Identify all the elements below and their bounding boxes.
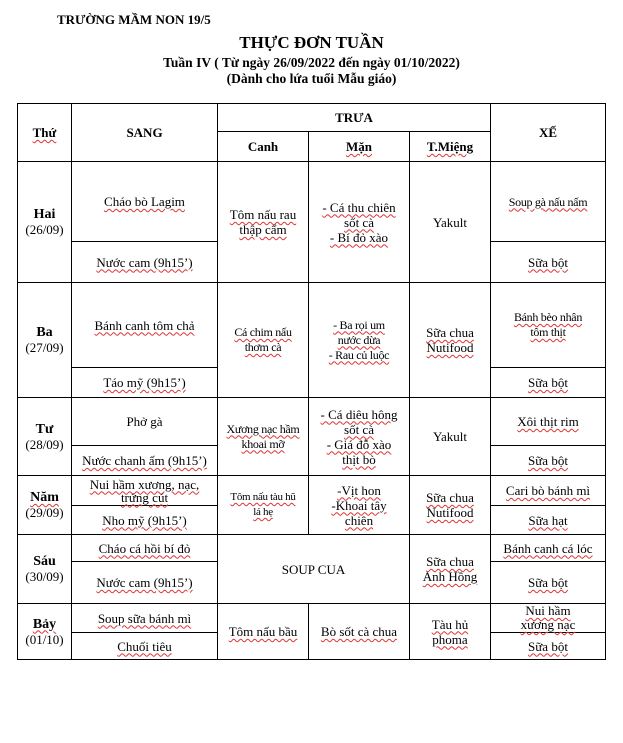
lunch-combined: SOUP CUA	[218, 535, 410, 604]
afternoon-main: Nui hầm xương nạc	[491, 604, 606, 633]
day-name: Tư	[35, 421, 54, 437]
lunch-salty: Bò sốt cà chua	[309, 604, 410, 660]
day-name: Ba	[36, 325, 53, 340]
day-name: Năm	[30, 490, 59, 505]
lunch-soup: Xương nạc hầm khoai mỡ	[218, 398, 309, 476]
lunch-dessert: Sữa chua Nutifood	[410, 283, 491, 398]
day-name: Sáu	[33, 554, 56, 569]
morning-snack: Chuối tiêu	[72, 633, 218, 660]
lunch-dessert: Yakult	[410, 398, 491, 476]
day-cell	[18, 162, 72, 283]
afternoon-drink: Sữa bột	[491, 633, 606, 660]
afternoon-main: Bánh bèo nhân tôm thịt	[491, 283, 606, 368]
header-soup: Canh	[218, 132, 309, 162]
day-cell	[18, 476, 72, 535]
afternoon-drink: Sữa bột	[491, 242, 606, 283]
lunch-dessert: Sữa chua Anh Hồng	[410, 535, 491, 604]
morning-snack: Nước chanh ấm (9h15’)	[72, 446, 218, 476]
morning-main: Bánh canh tôm chả	[72, 283, 218, 368]
header-lunch: TRƯA	[218, 104, 491, 132]
day-date: (27/09)	[25, 340, 64, 355]
lunch-soup: Tôm nấu tàu hũ lá hẹ	[218, 476, 309, 535]
day-date: (26/09)	[25, 222, 64, 237]
afternoon-drink: Sữa bột	[491, 368, 606, 398]
morning-snack: Nước cam (9h15’)	[72, 242, 218, 283]
morning-main: Cháo cá hồi bí đỏ	[72, 535, 218, 562]
afternoon-main: Bánh canh cá lóc	[491, 535, 606, 562]
lunch-salty: - Cá diêu hông sốt cà - Giá đỗ xào thịt bò	[309, 398, 410, 476]
morning-snack: Nho mỹ (9h15’)	[72, 506, 218, 535]
day-cell	[18, 535, 72, 604]
day-date: (01/10)	[25, 631, 64, 647]
afternoon-main: Cari bò bánh mì	[491, 476, 606, 506]
header-afternoon: XẾ	[491, 104, 606, 162]
afternoon-main: Soup gà nấu nấm	[491, 162, 606, 242]
header-morning: SANG	[72, 104, 218, 162]
day-date: (30/09)	[25, 569, 64, 584]
lunch-salty: -Vịt hon -Khoai tây chiên	[309, 476, 410, 535]
lunch-dessert: Sữa chua Nutifood	[410, 476, 491, 535]
morning-main: Cháo bò Lagim	[72, 162, 218, 242]
afternoon-main: Xôi thịt rim	[491, 398, 606, 446]
school-name: TRƯỜNG MẦM NON 19/5	[57, 12, 211, 27]
day-cell	[18, 398, 72, 476]
lunch-dessert: Yakult	[410, 162, 491, 283]
day-date: (28/09)	[25, 436, 64, 452]
page-title: THỰC ĐƠN TUẦN	[239, 33, 384, 52]
header-day: Thứ	[18, 104, 72, 162]
header-dessert: T.Miệng	[410, 132, 491, 162]
morning-snack: Táo mỹ (9h15’)	[72, 368, 218, 398]
header-salty: Mặn	[309, 132, 410, 162]
afternoon-drink: Sữa bột	[491, 446, 606, 476]
lunch-soup: Tôm nấu rau thập cẩm	[218, 162, 309, 283]
morning-main: Nui hầm xương, nạc, trứng cút	[72, 476, 218, 506]
day-date: (29/09)	[25, 505, 64, 520]
age-group: (Dành cho lứa tuổi Mẫu giáo)	[226, 71, 397, 86]
lunch-salty: - Cá thu chiên sốt cà - Bí đỏ xào	[309, 162, 410, 283]
afternoon-drink: Sữa hạt	[491, 506, 606, 535]
day-cell	[18, 604, 72, 660]
lunch-dessert: Tàu hủ phoma	[410, 604, 491, 660]
day-name: Hai	[33, 207, 56, 222]
morning-main: Soup sữa bánh mì	[72, 604, 218, 633]
weekly-menu-table	[17, 103, 606, 660]
lunch-salty: - Ba rọi um nước dừa - Rau củ luộc	[309, 283, 410, 398]
lunch-soup: Tôm nấu bầu	[218, 604, 309, 660]
day-cell	[18, 283, 72, 398]
week-range: Tuần IV ( Từ ngày 26/09/2022 đến ngày 01/10/2022)	[163, 55, 460, 70]
afternoon-drink: Sữa bột	[491, 562, 606, 604]
lunch-soup: Cá chim nấu thơm cà	[218, 283, 309, 398]
morning-snack: Nước cam (9h15’)	[72, 562, 218, 604]
day-name: Bảy	[32, 616, 57, 632]
morning-main: Phở gà	[72, 398, 218, 446]
